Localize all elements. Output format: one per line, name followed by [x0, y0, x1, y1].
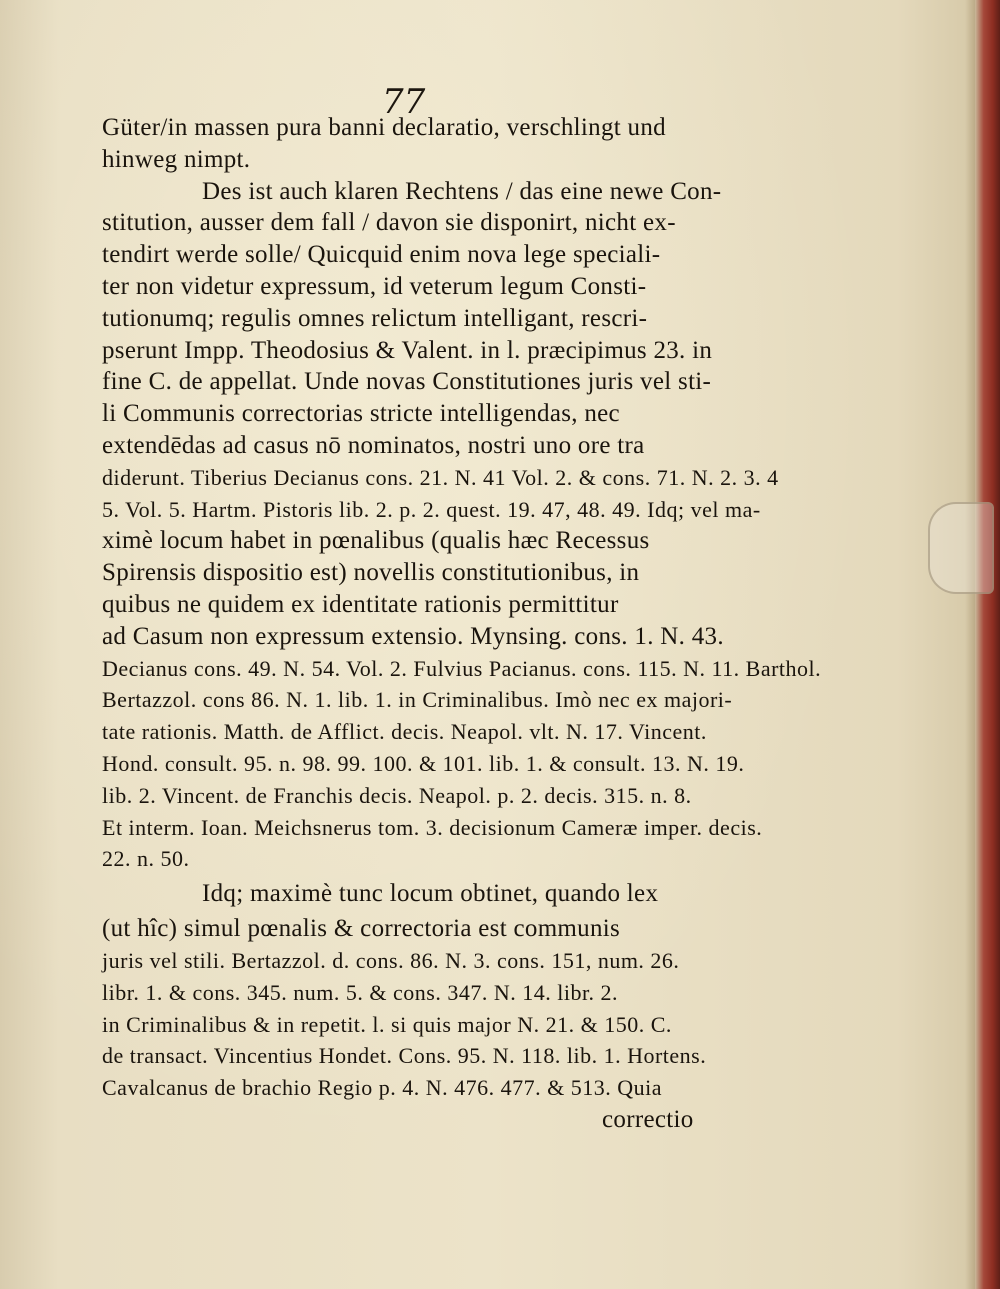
- text-line: ximè locum habet in pœnalibus (qualis hæc Recessus: [102, 527, 650, 555]
- text-line: ad Casum non expressum extensio. Mynsing. cons. 1. N. 43.: [102, 622, 724, 650]
- citation-line: Bertazzol. cons 86. N. 1. lib. 1. in Criminalibus. Imò nec ex majori-: [102, 687, 733, 713]
- citation-line: libr. 1. & cons. 345. num. 5. & cons. 347. N. 14. libr. 2.: [102, 979, 619, 1005]
- fore-edge-shadow: [965, 0, 975, 1289]
- citation-line: diderunt. Tiberius Decianus cons. 21. N. 41 Vol. 2. & cons. 71. N. 2. 3. 4: [102, 464, 779, 490]
- catchword: correctio: [602, 1105, 694, 1133]
- text-line: fine C. de appellat. Unde novas Constitutiones juris vel sti-: [102, 368, 712, 396]
- text-line: (ut hîc) simul pœnalis & correctoria est communis: [102, 915, 621, 943]
- text-line: ter non videtur expressum, id veterum legum Consti-: [102, 272, 647, 300]
- citation-line: juris vel stili. Bertazzol. d. cons. 86. N. 3. cons. 151, num. 26.: [102, 947, 680, 973]
- citation-line: 22. n. 50.: [102, 846, 190, 872]
- text-line: extendēdas ad casus nō nominatos, nostri uno ore tra: [102, 431, 645, 459]
- text-line: hinweg nimpt.: [102, 145, 251, 173]
- citation-line: lib. 2. Vincent. de Franchis decis. Neapol. p. 2. decis. 315. n. 8.: [102, 782, 692, 808]
- citation-line: Cavalcanus de brachio Regio p. 4. N. 476. 477. & 513. Quia: [102, 1075, 662, 1101]
- text-line: quibus ne quidem ex identitate rationis permittitur: [102, 590, 619, 618]
- page-text: [102, 112, 822, 1136]
- paragraph-first-line: Idq; maximè tunc locum obtinet, quando lex: [202, 880, 659, 908]
- text-line: li Communis correctorias stricte intelligendas, nec: [102, 400, 620, 428]
- text-line: tutionumq; regulis omnes relictum intelligant, rescri-: [102, 304, 648, 332]
- text-line: Güter/in massen pura banni declaratio, verschlingt und: [102, 114, 666, 141]
- citation-line: tate rationis. Matth. de Afflict. decis. Neapol. vlt. N. 17. Vincent.: [102, 719, 707, 745]
- paragraph-first-line: Des ist auch klaren Rechtens / das eine newe Con-: [202, 177, 722, 205]
- citation-line: Et interm. Ioan. Meichsnerus tom. 3. decisionum Cameræ imper. decis.: [102, 814, 763, 840]
- text-line: pserunt Impp. Theodosius & Valent. in l. præcipimus 23. in: [102, 336, 713, 364]
- red-page-edge: [975, 0, 1000, 1289]
- text-line: Spirensis dispositio est) novellis constitutionibus, in: [102, 559, 640, 587]
- page-clip-tab: [928, 502, 994, 594]
- citation-line: in Criminalibus & in repetit. l. si quis major N. 21. & 150. C.: [102, 1011, 672, 1037]
- page-number: 77: [382, 82, 426, 122]
- citation-line: 5. Vol. 5. Hartm. Pistoris lib. 2. p. 2. quest. 19. 47, 48. 49. Idq; vel ma-: [102, 496, 761, 522]
- citation-line: Hond. consult. 95. n. 98. 99. 100. & 101. lib. 1. & consult. 13. N. 19.: [102, 750, 745, 776]
- text-line: stitution, ausser dem fall / davon sie disponirt, nicht ex-: [102, 209, 676, 237]
- citation-line: Decianus cons. 49. N. 54. Vol. 2. Fulvius Pacianus. cons. 115. N. 11. Barthol.: [102, 655, 822, 681]
- text-line: tendirt werde solle/ Quicquid enim nova lege speciali-: [102, 241, 661, 269]
- citation-line: de transact. Vincentius Hondet. Cons. 95. N. 118. lib. 1. Hortens.: [102, 1043, 707, 1069]
